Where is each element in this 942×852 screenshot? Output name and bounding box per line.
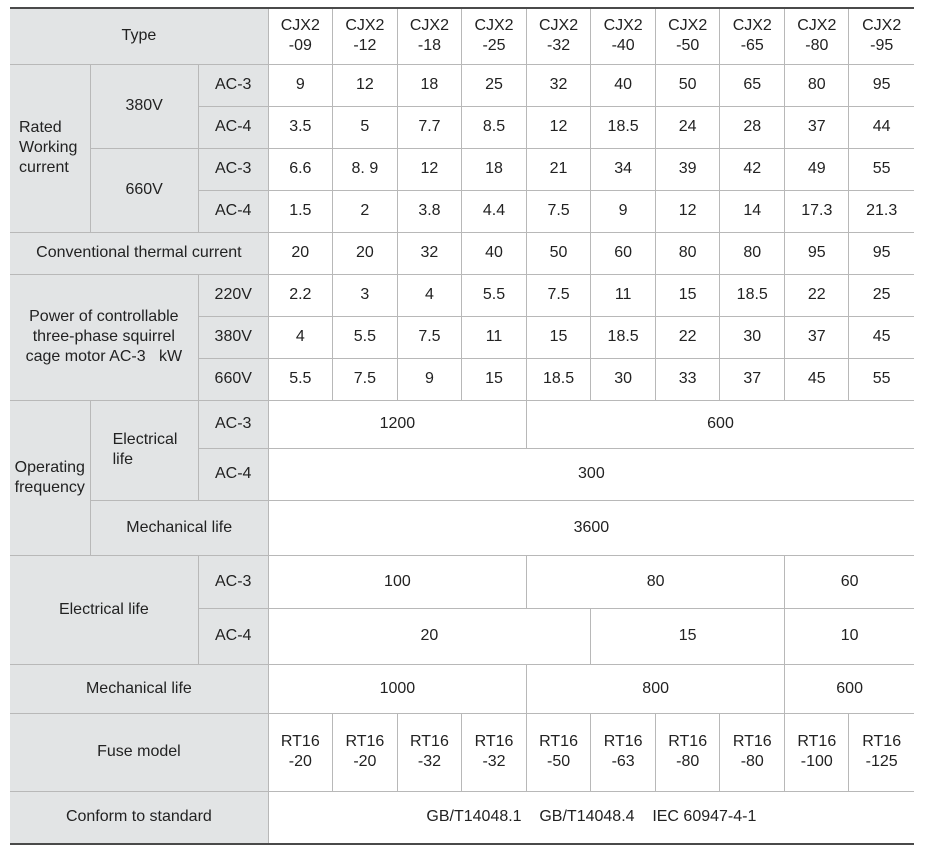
motor-power-label: Power of controllable three-phase squirrel cage motor AC-3 kW <box>10 274 198 400</box>
value-cell: 15 <box>656 274 720 316</box>
spec-table-container <box>10 7 914 845</box>
value-cell: 18.5 <box>591 106 656 148</box>
value-cell: 44 <box>849 106 914 148</box>
value-cell: 55 <box>849 358 914 400</box>
standards-value: GB/T14048.1 GB/T14048.4 IEC 60947-4-1 <box>268 791 914 844</box>
value-cell: 15 <box>527 316 591 358</box>
value-cell: 12 <box>656 190 720 232</box>
type-cell: CJX2 -65 <box>720 8 785 64</box>
type-cell: CJX2 -95 <box>849 8 914 64</box>
operating-frequency-label: Operating frequency <box>10 400 90 555</box>
value-cell: 7.7 <box>397 106 461 148</box>
value-cell: 25 <box>461 64 526 106</box>
type-label: Type <box>10 8 268 64</box>
value-cell: 14 <box>720 190 785 232</box>
rated-380-ac3-row <box>10 64 914 106</box>
value-cell: 22 <box>785 274 849 316</box>
value-cell: 7.5 <box>527 274 591 316</box>
value-cell: 20 <box>332 232 397 274</box>
value-cell: 3.8 <box>397 190 461 232</box>
type-cell: CJX2 -09 <box>268 8 332 64</box>
value-cell: 21.3 <box>849 190 914 232</box>
value-cell: 34 <box>591 148 656 190</box>
value-cell: 4 <box>268 316 332 358</box>
type-cell: CJX2 -50 <box>656 8 720 64</box>
value-cell: 4.4 <box>461 190 526 232</box>
conform-to-standard-label: Conform to standard <box>10 791 268 844</box>
value-cell: 22 <box>656 316 720 358</box>
value-cell: 3 <box>332 274 397 316</box>
value-cell: 37 <box>785 316 849 358</box>
value-cell: 7.5 <box>527 190 591 232</box>
fuse-model-row <box>10 713 914 791</box>
value-cell: 12 <box>527 106 591 148</box>
value-cell: 5.5 <box>461 274 526 316</box>
value-cell: 50 <box>527 232 591 274</box>
type-cell: CJX2 -80 <box>785 8 849 64</box>
type-cell: CJX2 -12 <box>332 8 397 64</box>
value-cell: 49 <box>785 148 849 190</box>
voltage-660-label: 660V <box>90 148 198 232</box>
fuse-cell: RT16 -20 <box>268 713 332 791</box>
value-cell: 24 <box>656 106 720 148</box>
voltage-220-label: 220V <box>198 274 268 316</box>
value-cell: 18.5 <box>720 274 785 316</box>
contactor-spec-table <box>10 7 914 845</box>
value-cell: 7.5 <box>397 316 461 358</box>
fuse-cell: RT16 -20 <box>332 713 397 791</box>
ac4-label: AC-4 <box>198 106 268 148</box>
value-cell: 40 <box>591 64 656 106</box>
value-cell: 80 <box>656 232 720 274</box>
ac3-label: AC-3 <box>198 555 268 608</box>
ac4-label: AC-4 <box>198 190 268 232</box>
value-cell: 11 <box>591 274 656 316</box>
fuse-cell: RT16 -80 <box>720 713 785 791</box>
value-cell: 3.5 <box>268 106 332 148</box>
electrical-life-label: Electrical life <box>10 555 198 664</box>
value-cell: 600 <box>785 664 914 713</box>
value-cell: 18.5 <box>527 358 591 400</box>
value-cell: 28 <box>720 106 785 148</box>
value-cell: 9 <box>397 358 461 400</box>
conventional-thermal-current-label: Conventional thermal current <box>10 232 268 274</box>
value-cell: 65 <box>720 64 785 106</box>
type-cell: CJX2 -40 <box>591 8 656 64</box>
ac3-label: AC-3 <box>198 64 268 106</box>
value-cell: 80 <box>785 64 849 106</box>
fuse-cell: RT16 -50 <box>527 713 591 791</box>
value-cell: 5.5 <box>268 358 332 400</box>
value-cell: 30 <box>720 316 785 358</box>
value-cell: 40 <box>461 232 526 274</box>
value-cell: 37 <box>720 358 785 400</box>
value-cell: 1200 <box>268 400 526 448</box>
value-cell: 5.5 <box>332 316 397 358</box>
ac4-label: AC-4 <box>198 608 268 664</box>
value-cell: 60 <box>785 555 914 608</box>
operating-frequency-ac3-row <box>10 400 914 448</box>
voltage-380-label: 380V <box>198 316 268 358</box>
value-cell: 18 <box>397 64 461 106</box>
value-cell: 55 <box>849 148 914 190</box>
value-cell: 20 <box>268 232 332 274</box>
motor-power-220-row <box>10 274 914 316</box>
operating-frequency-mechanical-row <box>10 500 914 555</box>
type-row <box>10 8 914 64</box>
value-cell: 1000 <box>268 664 526 713</box>
value-cell: 95 <box>785 232 849 274</box>
value-cell: 42 <box>720 148 785 190</box>
value-cell: 12 <box>397 148 461 190</box>
type-cell: CJX2 -25 <box>461 8 526 64</box>
value-cell: 6.6 <box>268 148 332 190</box>
fuse-cell: RT16 -100 <box>785 713 849 791</box>
mechanical-life-sub-label: Mechanical life <box>90 500 268 555</box>
standard-row <box>10 791 914 844</box>
fuse-model-label: Fuse model <box>10 713 268 791</box>
value-cell: 300 <box>268 448 914 500</box>
value-cell: 15 <box>591 608 785 664</box>
value-cell: 8. 9 <box>332 148 397 190</box>
value-cell: 3600 <box>268 500 914 555</box>
value-cell: 21 <box>527 148 591 190</box>
value-cell: 11 <box>461 316 526 358</box>
value-cell: 45 <box>849 316 914 358</box>
voltage-660-label: 660V <box>198 358 268 400</box>
fuse-cell: RT16 -125 <box>849 713 914 791</box>
value-cell: 20 <box>268 608 590 664</box>
value-cell: 30 <box>591 358 656 400</box>
value-cell: 800 <box>527 664 785 713</box>
value-cell: 45 <box>785 358 849 400</box>
value-cell: 12 <box>332 64 397 106</box>
value-cell: 33 <box>656 358 720 400</box>
ac3-label: AC-3 <box>198 148 268 190</box>
value-cell: 18 <box>461 148 526 190</box>
rated-660-ac3-row <box>10 148 914 190</box>
mechanical-life-row <box>10 664 914 713</box>
type-cell: CJX2 -32 <box>527 8 591 64</box>
value-cell: 95 <box>849 64 914 106</box>
fuse-cell: RT16 -80 <box>656 713 720 791</box>
value-cell: 17.3 <box>785 190 849 232</box>
value-cell: 8.5 <box>461 106 526 148</box>
value-cell: 50 <box>656 64 720 106</box>
value-cell: 1.5 <box>268 190 332 232</box>
value-cell: 15 <box>461 358 526 400</box>
value-cell: 5 <box>332 106 397 148</box>
fuse-cell: RT16 -32 <box>461 713 526 791</box>
value-cell: 10 <box>785 608 914 664</box>
value-cell: 600 <box>527 400 914 448</box>
value-cell: 60 <box>591 232 656 274</box>
value-cell: 32 <box>397 232 461 274</box>
mechanical-life-label: Mechanical life <box>10 664 268 713</box>
fuse-cell: RT16 -32 <box>397 713 461 791</box>
rated-working-current-label: Rated Working current <box>10 64 90 232</box>
electrical-life-sub-label: Electrical life <box>90 400 198 500</box>
ac3-label: AC-3 <box>198 400 268 448</box>
value-cell: 2 <box>332 190 397 232</box>
value-cell: 37 <box>785 106 849 148</box>
value-cell: 80 <box>527 555 785 608</box>
value-cell: 80 <box>720 232 785 274</box>
voltage-380-label: 380V <box>90 64 198 148</box>
value-cell: 9 <box>591 190 656 232</box>
value-cell: 2.2 <box>268 274 332 316</box>
fuse-cell: RT16 -63 <box>591 713 656 791</box>
value-cell: 4 <box>397 274 461 316</box>
value-cell: 9 <box>268 64 332 106</box>
value-cell: 100 <box>268 555 526 608</box>
value-cell: 39 <box>656 148 720 190</box>
type-cell: CJX2 -18 <box>397 8 461 64</box>
ac4-label: AC-4 <box>198 448 268 500</box>
electrical-life-ac3-row <box>10 555 914 608</box>
value-cell: 32 <box>527 64 591 106</box>
thermal-current-row <box>10 232 914 274</box>
value-cell: 95 <box>849 232 914 274</box>
value-cell: 7.5 <box>332 358 397 400</box>
value-cell: 18.5 <box>591 316 656 358</box>
value-cell: 25 <box>849 274 914 316</box>
